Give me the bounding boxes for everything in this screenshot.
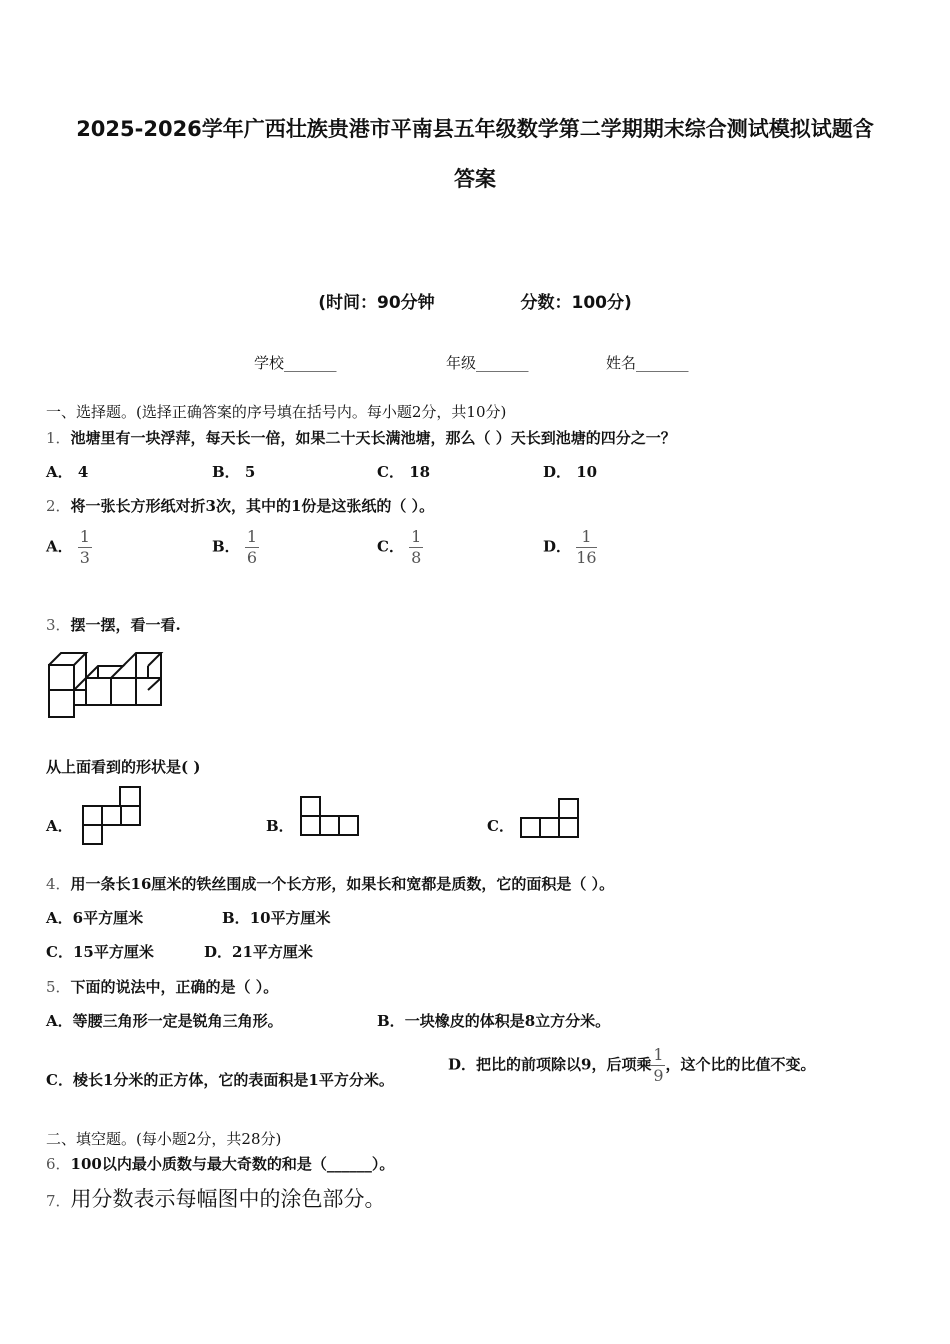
question-text: 用分数表示每幅图中的涂色部分。 [70, 1187, 386, 1211]
question-7 [46, 1183, 386, 1213]
question-text: 100以内最小质数与最大奇数的和是（______）。 [70, 1155, 395, 1173]
question-text: 用一条长16厘米的铁丝围成一个长方形，如果长和宽都是质数，它的面积是（ ）。 [70, 875, 615, 893]
q1-option-b[interactable]: B． 5 [212, 463, 256, 481]
question-text: 池塘里有一块浮萍，每天长一倍，如果二十天长满池塘，那么（ ）天长到池塘的四分之一？ [70, 429, 676, 447]
cube-stack-figure [44, 648, 174, 723]
question-number: 1． [46, 429, 71, 447]
q2-option-a[interactable]: A． $\frac{1}{3}$ [46, 527, 90, 567]
q4-option-a[interactable]: A．6平方厘米 [46, 909, 144, 927]
q4-option-b[interactable]: B．10平方厘米 [222, 909, 331, 927]
question-number: 4． [46, 875, 71, 893]
q3-option-c-figure [520, 798, 582, 840]
question-2 [46, 495, 434, 516]
q3-option-b-figure [300, 796, 362, 838]
exam-time: (时间：90分钟 [318, 293, 435, 313]
page-title-line-2: 答案 [454, 167, 496, 191]
fraction: $\frac{1}{8}$ [411, 527, 422, 567]
q2-option-d[interactable]: D． $\frac{1}{16}$ [543, 527, 597, 567]
q3-option-c[interactable]: C． [487, 817, 514, 835]
q3-prompt: 从上面看到的形状是( ) [46, 758, 201, 776]
q5-option-a[interactable]: A．等腰三角形一定是锐角三角形。 [46, 1012, 283, 1030]
fraction: $\frac{1}{6}$ [246, 527, 258, 567]
page-title-line-1: 2025-2026学年广西壮族贵港市平南县五年级数学第二学期期末综合测试模拟试题含 [76, 117, 874, 141]
exam-meta [0, 288, 950, 313]
q1-option-c[interactable]: C． 18 [377, 463, 431, 481]
question-5 [46, 976, 278, 997]
question-text: 下面的说法中，正确的是（ ）。 [70, 978, 279, 996]
name-field[interactable]: 姓名_______ [606, 354, 689, 372]
fraction: $\frac{1}{9}$ [653, 1045, 664, 1085]
section-2-header: 二、填空题。(每小题2分，共28分) [46, 1130, 282, 1148]
q4-option-d[interactable]: D．21平方厘米 [204, 943, 313, 961]
q4-option-c[interactable]: C．15平方厘米 [46, 943, 154, 961]
q3-option-b[interactable]: B． [266, 817, 294, 835]
grade-field[interactable]: 年级_______ [446, 354, 529, 372]
question-number: 6． [46, 1155, 71, 1173]
q5-option-d[interactable]: D．把比的前项除以9，后项乘 $\frac{1}{9}$ ，这个比的比值不变。 [448, 1045, 816, 1085]
question-text: 摆一摆，看一看. [70, 616, 181, 634]
question-6 [46, 1153, 394, 1174]
q5-option-c[interactable]: C．棱长1分米的正方体，它的表面积是1平方分米。 [46, 1071, 394, 1089]
q2-option-c[interactable]: C． $\frac{1}{8}$ [377, 527, 422, 567]
q1-option-d[interactable]: D． 10 [543, 463, 598, 481]
exam-score: 分数：100分) [520, 293, 632, 313]
question-number: 2． [46, 497, 71, 515]
section-1-header: 一、选择题。(选择正确答案的序号填在括号内。每小题2分，共10分) [46, 403, 507, 421]
question-3 [46, 614, 181, 635]
q2-option-b[interactable]: B． $\frac{1}{6}$ [212, 527, 258, 567]
q3-option-a-figure [82, 786, 144, 848]
q1-option-a[interactable]: A． 4 [46, 463, 89, 481]
question-number: 5． [46, 978, 71, 996]
question-text: 将一张长方形纸对折3次，其中的1份是这张纸的（ ）。 [70, 497, 435, 515]
question-number: 3． [46, 616, 71, 634]
q5-option-b[interactable]: B．一块橡皮的体积是8立方分米。 [377, 1012, 611, 1030]
fraction: $\frac{1}{16}$ [576, 527, 597, 567]
question-1 [46, 427, 676, 448]
q3-option-a[interactable]: A． [46, 817, 73, 835]
school-field[interactable]: 学校_______ [254, 354, 337, 372]
fraction: $\frac{1}{3}$ [79, 527, 90, 567]
question-4 [46, 873, 614, 894]
question-number: 7． [46, 1192, 71, 1210]
